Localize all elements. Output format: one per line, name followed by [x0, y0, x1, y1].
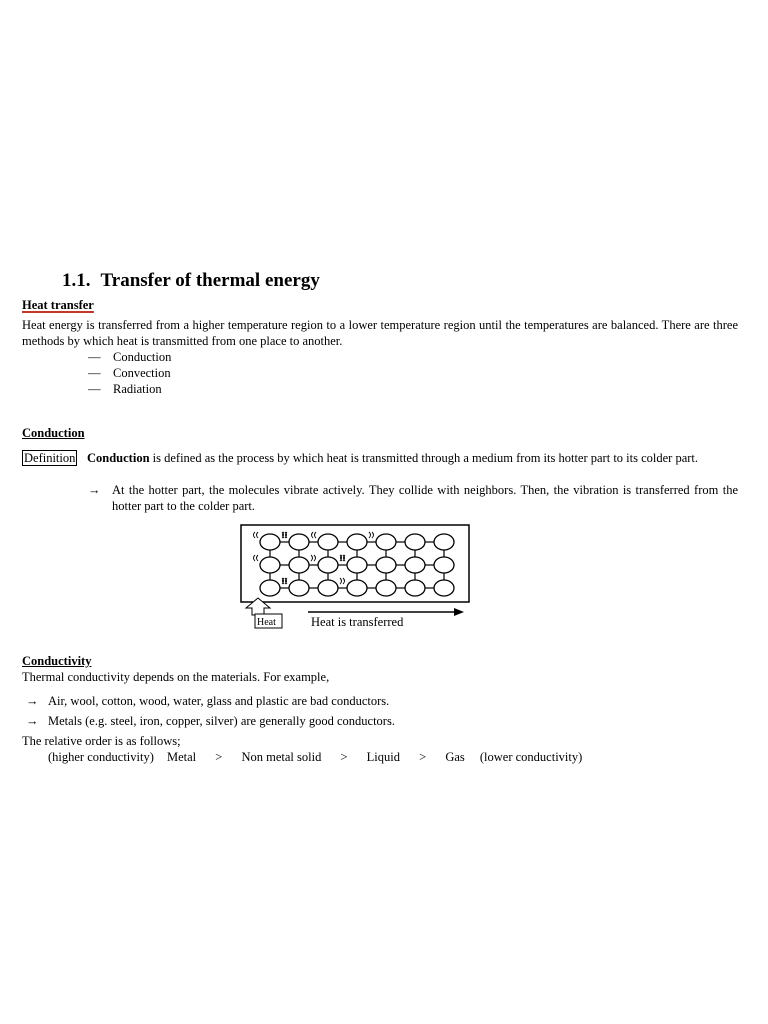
molecule-circle — [347, 580, 367, 596]
molecule-circle — [434, 534, 454, 550]
heat-transfer-paragraph: Heat energy is transferred from a higher temperature region to a lower temperature region until the temperatures are balanced. There are three methods by which heat is transmitted from one place to another. — [22, 318, 738, 348]
heat-transfer-heading: Heat transfer — [22, 298, 94, 312]
dash-marker: — — [88, 366, 101, 380]
vibration-mark — [254, 532, 256, 538]
molecule-circle — [434, 580, 454, 596]
definition-box — [22, 450, 77, 466]
order-separator: > — [215, 750, 223, 764]
arrow-marker: → — [26, 714, 39, 728]
method-item — [88, 349, 101, 365]
molecule-circle — [260, 534, 280, 550]
order-item: Non metal solid — [241, 750, 322, 764]
vibration-mark — [312, 532, 314, 538]
molecule-circle — [289, 580, 309, 596]
order-item: Liquid — [366, 750, 400, 764]
molecule-circle — [376, 534, 396, 550]
order-low-label: (lower conductivity) — [479, 750, 583, 764]
conductivity-order — [48, 749, 582, 765]
vibration-mark — [311, 555, 313, 561]
heat-up-arrow-icon — [246, 598, 270, 615]
method-item — [88, 365, 101, 381]
conduction-detail: At the hotter part, the molecules vibrate actively. They collide with neighbors. Then, the vibration is transferred from the hotter part to the colder part. — [112, 483, 738, 513]
conductivity-bullet: Metals (e.g. steel, iron, copper, silver) are generally good conductors. — [48, 714, 395, 728]
molecule-circle — [405, 580, 425, 596]
molecule-circle — [318, 534, 338, 550]
order-item: Metal — [167, 750, 197, 764]
definition-term: Conduction — [87, 451, 150, 465]
order-item: Gas — [445, 750, 465, 764]
vibration-mark — [372, 532, 374, 538]
vibration-mark — [343, 578, 345, 584]
figure-caption: Heat is transferred — [311, 615, 404, 629]
section-title — [62, 270, 320, 292]
vibration-mark — [257, 532, 259, 538]
section-number: 1.1. — [62, 270, 91, 291]
molecule-circle — [434, 557, 454, 573]
method-label: Radiation — [113, 382, 162, 396]
order-separator: > — [340, 750, 348, 764]
conduction-heading: Conduction — [22, 426, 85, 440]
order-separator: > — [419, 750, 427, 764]
molecule-circle — [289, 534, 309, 550]
method-item — [88, 381, 101, 397]
vibration-mark — [369, 532, 371, 538]
conduction-figure — [240, 520, 480, 635]
method-label: Convection — [113, 366, 171, 380]
molecule-circle — [318, 557, 338, 573]
molecule-circle — [347, 557, 367, 573]
vibration-mark — [340, 578, 342, 584]
molecule-circle — [260, 580, 280, 596]
arrow-marker: → — [26, 694, 39, 708]
order-high-label: (higher conductivity) — [48, 750, 154, 764]
molecule-circle — [405, 557, 425, 573]
molecule-circle — [376, 557, 396, 573]
section-title-text: Transfer of thermal energy — [100, 270, 320, 291]
vibration-mark — [314, 555, 316, 561]
heat-label: Heat — [257, 617, 276, 628]
definition-paragraph — [87, 450, 738, 466]
method-label: Conduction — [113, 350, 172, 364]
molecule-circle — [405, 534, 425, 550]
vibration-mark — [315, 532, 317, 538]
transfer-arrowhead-icon — [454, 608, 464, 616]
conductivity-intro: Thermal conductivity depends on the materials. For example, — [22, 670, 330, 684]
definition-text: is defined as the process by which heat is transmitted through a medium from its hotter part to its colder part. — [149, 451, 699, 465]
vibration-mark — [257, 555, 259, 561]
arrow-marker: → — [88, 483, 101, 497]
dash-marker: — — [88, 382, 101, 396]
definition-label: Definition — [24, 451, 76, 465]
molecule-circle — [260, 557, 280, 573]
molecule-circle — [347, 534, 367, 550]
vibration-mark — [254, 555, 256, 561]
conductivity-heading: Conductivity — [22, 654, 92, 668]
molecule-circle — [376, 580, 396, 596]
order-intro: The relative order is as follows; — [22, 734, 181, 748]
dash-marker: — — [88, 350, 101, 364]
molecule-grid — [260, 534, 454, 596]
molecule-circle — [289, 557, 309, 573]
molecule-circle — [318, 580, 338, 596]
conductivity-bullet: Air, wool, cotton, wood, water, glass and plastic are bad conductors. — [48, 694, 390, 708]
